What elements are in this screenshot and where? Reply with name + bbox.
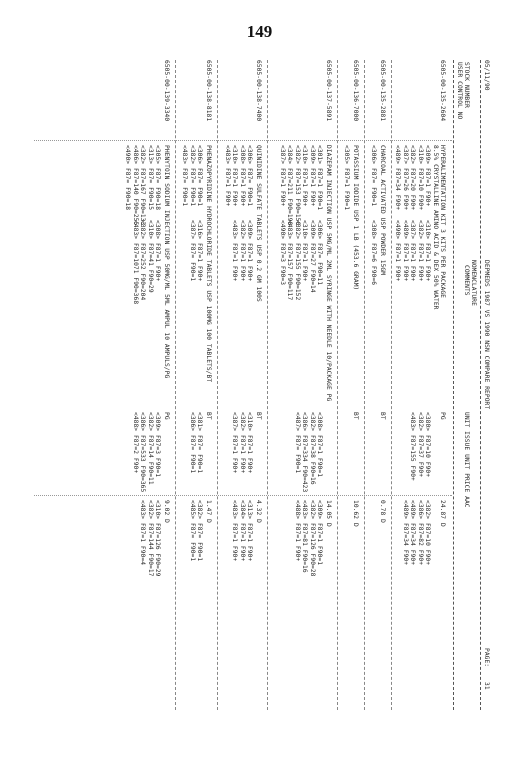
- code-column-1: <309> F87=1 F90+ <310> F87=10 F90+ <382> F87=20 F90+ <387> F87=26 F90+ <489> F87=34 F90+: [394, 145, 431, 211]
- unit-issue: PG: [163, 412, 170, 420]
- code-column-1: <306> F87= F90=1: [370, 145, 377, 207]
- column-divider: [34, 495, 452, 496]
- code-column-1: <305> F87=1 F90=1: [343, 145, 350, 211]
- code-column-2: <309> F87=1 F90+ <382> F87=1 F90+ <483> F87=1 F90+: [231, 220, 253, 282]
- unit-issue: BT: [205, 412, 212, 420]
- nomenclature: DIAZEPAM INJECTION USP 5MG/ML 2ML SYRINGE WITH NEEDLE 10/PACKAGE PG: [325, 145, 332, 402]
- compare-report: [30, 60, 490, 710]
- entry-separator: [175, 60, 176, 710]
- unit-issue: BT: [255, 412, 262, 420]
- code-column-3: <380> F87=10 F90+ <382> F87=37 F90+ <483> F87=155 F90+: [409, 412, 431, 481]
- code-column-2: <306> F87= F90=11 <309> F87=27 F90=14 <310> F87=1 F90+ <382> F87=155 F90=152 <483> F87=157 F90=117 <490> F87=3 F90=3: [278, 220, 323, 301]
- report-title: DEPMEDS 1987 VS 1990 NSN COMPARE REPORT: [483, 260, 490, 410]
- code-column-3: <309> F87=3 F90=1 <382> F87=14 F90=11 <386> F87=533 F90=365 <488> F87=2 F90+: [131, 412, 161, 493]
- col-unit-price: UNIT ISSUE UNIT PRICE AAC: [463, 412, 470, 508]
- nomenclature: POTASSIUM IODIDE USP 1 LB (453.6 GRAM): [352, 145, 359, 291]
- code-column-4: <310> F87=126 F90=29 <382> F87=144 F90=17 <483> F87=1 F90=4: [139, 500, 161, 577]
- unit-price: 0.78 D: [379, 500, 386, 523]
- unit-price: 1.47 D: [205, 500, 212, 523]
- nomenclature: QUINIDINE SULFATE TABLETS USP 0.2 GM 100S: [255, 145, 262, 302]
- code-column-4: <313> F87=1 F90+ <384> F87=1 F90+ <483> F87=1 F90+: [231, 500, 253, 562]
- column-divider: [34, 140, 452, 141]
- nomenclature: CHARCOAL ACTIVATED USP POWDER 15GM: [379, 145, 386, 276]
- code-column-2: <308> F87=6 F90=6: [370, 220, 377, 286]
- entry-separator: [267, 60, 268, 710]
- col-comments: COMMENTS: [463, 265, 470, 296]
- code-column-1: <305> F87= F90=18 <313> F87= F90=15 <382> F87=167 F90=133 <486> F87=140 F90=255 <490> F87= F90=18: [124, 145, 161, 226]
- stock-number: 6505-00-136-7000: [352, 60, 359, 122]
- code-column-3: <381> F87= F90=1 <386> F87= F90=1: [188, 412, 203, 474]
- code-column-2: <308> F87=1 F90+ <310> F87=41 F90=29 <382> F87=252 F90=204 <483> F87=1071 F90=368: [131, 220, 161, 305]
- nomenclature: PHENYTOIN SODIUM INJECTION USP 50MG/ML 5ML AMPUL 10 AMPULS/PG: [163, 145, 170, 379]
- entry-separator: [337, 60, 338, 710]
- unit-issue: BT: [352, 412, 359, 420]
- unit-price: 9.02 D: [163, 500, 170, 523]
- stock-number: 6505-00-137-5891: [325, 60, 332, 122]
- code-column-1: <301> F87=1 F90=1 <309> F87=1 F90+ <310> F87=1 F90+ <382> F87=153 F90=150 <384> F87=211 F90=198 <387> F87=1 F90+: [278, 145, 323, 226]
- code-column-2: <316> F87=1 F90+ <387> F87= F90=1: [188, 220, 203, 282]
- page-label: PAGE:: [483, 648, 490, 668]
- report-date: 05/11/90: [483, 60, 490, 91]
- entry-separator: [391, 60, 392, 710]
- code-column-2: <310> F87=1 F90+ <382> F87=1 F90+ <387> F87=1 F90+ <489> F87=1 F90+ <490> F87=1 F90+: [394, 220, 431, 282]
- code-column-4: <382> F87= F90=1 <485> F87= F90=1: [188, 500, 203, 562]
- page-value: 31: [483, 682, 490, 690]
- code-column-1: <306> F87= F90=1 <308> F87=1 F90+ <310> F87=1 F90+ <483> F87=1 F90+: [223, 145, 253, 207]
- nomenclature: HYPERALIMENTATION KIT 3 KITS PER PACKAGE: [439, 145, 446, 299]
- nomenclature-detail: 8.5% CRYSTALLINE AMINO ACID & DEX 50% WATER: [432, 145, 439, 310]
- stock-number: 6505-00-135-2604: [439, 60, 446, 122]
- unit-issue: PG: [439, 412, 446, 420]
- stock-number: 6505-00-139-3340: [163, 60, 170, 122]
- header-rule-top: [480, 60, 481, 710]
- unit-price: 10.62 D: [352, 500, 359, 527]
- header-rule-bottom: [453, 60, 454, 710]
- entry-separator: [217, 60, 218, 710]
- stock-number: 6505-00-135-2881: [379, 60, 386, 122]
- unit-price: 14.05 D: [325, 500, 332, 527]
- code-column-4: <382> F87=10 F90+ <386> F87=82 F90+ <489> F87=34 F90+ <489> F87=34 F90+: [401, 500, 431, 566]
- stock-number: 6505-00-138-8181: [205, 60, 212, 122]
- stock-number: 6505-00-138-7400: [255, 60, 262, 122]
- entry-separator: [364, 60, 365, 710]
- unit-issue: BT: [379, 412, 386, 420]
- nomenclature: PHENAZOPYRIDINE HYDROCHLORIDE TABLETS USP 100MG 100 TABLETS/BT: [205, 145, 212, 383]
- code-column-3: <308> F87=1 F90=1 <382> F87=38 F90=16 <386> F87=334 F90=423 <487> F87= F90=1: [293, 412, 323, 493]
- col-stock-number: STOCK NUMBER: [463, 62, 470, 108]
- code-column-1: <306> F87= F90=1 <382> F87= F90=1 <483> F87= F90=1: [181, 145, 203, 207]
- col-user-control: USER CONTROL NO: [456, 62, 463, 120]
- col-nomenclature: NOMENCLATURE: [470, 260, 477, 306]
- unit-price: 24.87 D: [439, 500, 446, 527]
- unit-price: 4.32 D: [255, 500, 262, 523]
- code-column-3: <310> F87=1 F90+ <382> F87=1 F90+ <387> F87=1 F90+: [231, 412, 253, 474]
- code-column-4: <309> F87=1 F90=1 <382> F87=126 F90=28 <483> F87=81 F90=16 <488> F87=1 F90+: [293, 500, 323, 577]
- page-number: 149: [246, 22, 273, 41]
